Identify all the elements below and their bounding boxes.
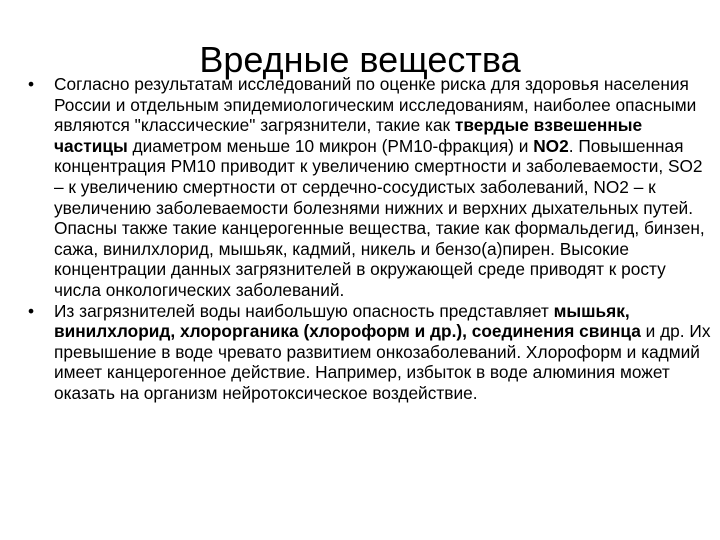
bullet-item xyxy=(28,74,714,301)
bullet-text: диаметром меньше 10 микрон (PM10-фракция) и xyxy=(127,135,534,156)
bullet-mark: • xyxy=(28,74,35,94)
bullet-text: . Повышенная концентрация PM10 приводит к увеличению смертности и заболеваемости, SO2 – к увеличению смертности от сердечно-сосудистых заболеваний, NO2 – к увеличению заболеваемости болезнями нижних и верхних дыхательных путей. Опасны также такие канцерогенные вещества, такие как формальдегид, бинзен, сажа, винилхлорид, мышьяк, кадмий, никель и бензо(а)пирен. Высокие концентрации данных загрязнителей в окружающей среде приводят к росту числа онкологических заболеваний. xyxy=(54,135,705,300)
bullet-bold-text: мышьяк, винилхлорид, хлорорганика (хлороформ и др.), соединения свинца xyxy=(54,300,641,342)
bullet-text: Из загрязнителей воды наибольшую опасность представляет xyxy=(54,300,554,321)
bullet-bold-text: твердые взвешенные частицы xyxy=(54,115,643,156)
bullet-item xyxy=(28,301,714,404)
bullet-mark: • xyxy=(28,300,35,321)
bullet-text: Согласно результатам исследований по оценке риска для здоровья населения России и отдельным эпидемиологическим исследованиям, наиболее опасными являются "классические" загрязнители, такие как xyxy=(54,74,697,136)
bullet-list xyxy=(28,74,714,404)
slide-title: Вредные вещества xyxy=(199,39,521,81)
bullet-bold-text: NO2 xyxy=(533,135,569,156)
bullet-text: и др. Их превышение в воде чревато развитием онкозаболеваний. Хлороформ и кадмий имеет канцерогенное действие. Например, избыток в воде алюминия может оказать на организм нейротоксическое воздействие. xyxy=(54,321,711,403)
